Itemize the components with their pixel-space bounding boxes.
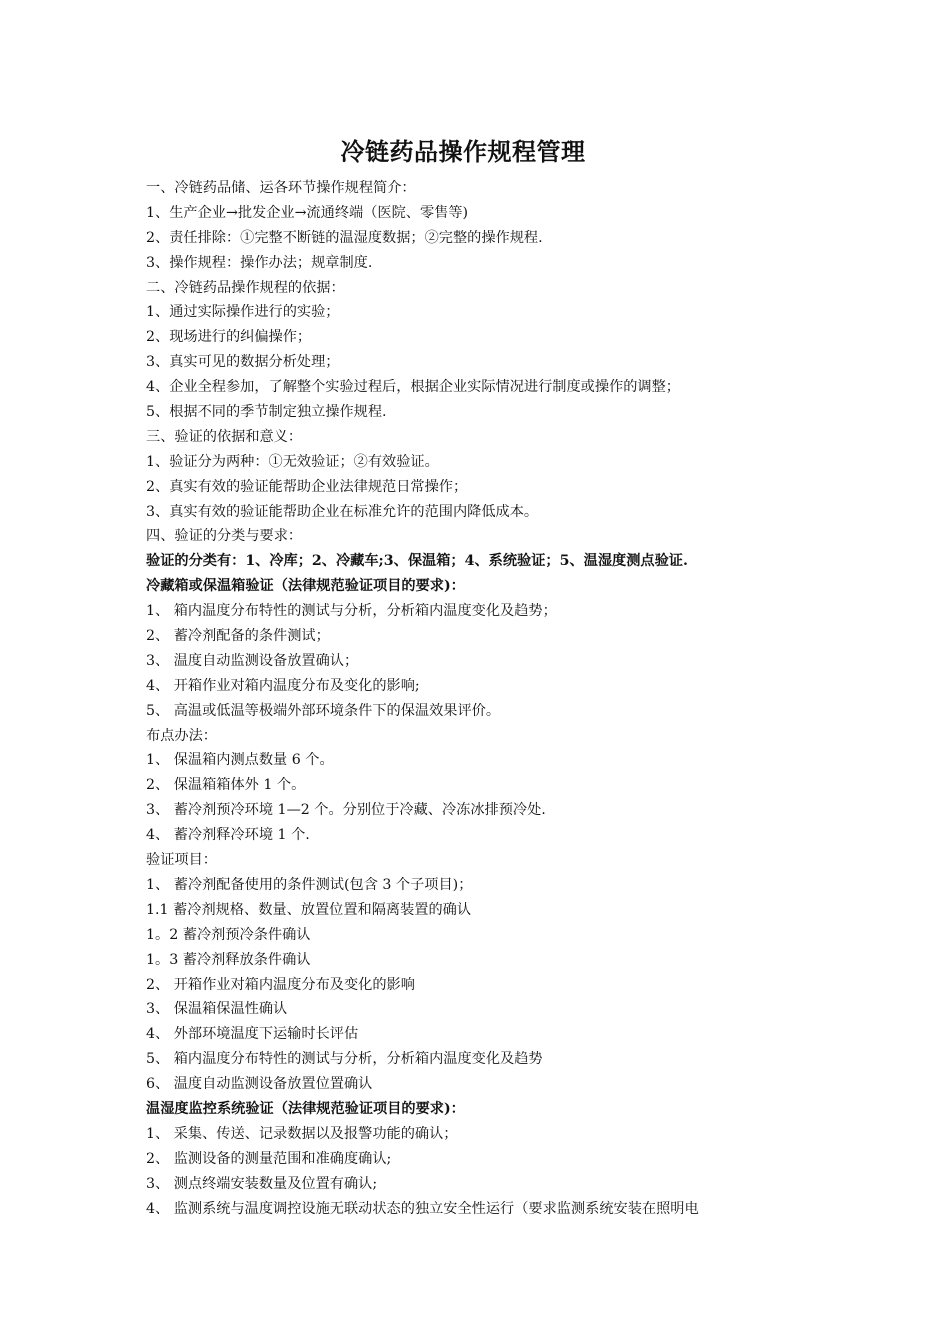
- text-line: 验证项目：: [146, 852, 217, 869]
- text-line: 3、 蓄冷剂预冷环境 1—2 个。分别位于冷藏、冷冻冰排预冷处.: [146, 802, 546, 819]
- text-line: 4、 蓄冷剂释冷环境 1 个.: [146, 827, 310, 844]
- text-line: 1、 蓄冷剂配备使用的条件测试(包含 3 个子项目)；: [146, 876, 473, 893]
- text-line: 2、责任排除：①完整不断链的温湿度数据；②完整的操作规程.: [146, 229, 543, 246]
- text-line: 1、 保温箱内测点数量 6 个。: [146, 752, 334, 769]
- text-line: 1.1 蓄冷剂规格、数量、放置位置和隔离装置的确认: [146, 901, 472, 918]
- text-line: 四、验证的分类与要求：: [146, 528, 303, 545]
- text-line: 3、 测点终端安装数量及位置有确认;: [146, 1175, 378, 1192]
- text-line: 3、操作规程：操作办法；规章制度.: [146, 254, 373, 271]
- document-title: 冷链药品操作规程管理: [340, 137, 586, 166]
- text-line: 3、真实可见的数据分析处理；: [146, 354, 340, 371]
- text-line: 5、根据不同的季节制定独立操作规程.: [146, 404, 387, 421]
- text-line: 2、 监测设备的测量范围和准确度确认;: [146, 1150, 392, 1167]
- section-heading-line: 温湿度监控系统验证（法律规范验证项目的要求)：: [146, 1100, 465, 1117]
- text-line: 3、真实有效的验证能帮助企业在标准允许的范围内降低成本。: [146, 503, 539, 520]
- text-line: 1、通过实际操作进行的实验；: [146, 304, 340, 321]
- text-line: 4、 外部环境温度下运输时长评估: [146, 1026, 359, 1043]
- section-heading-line: 冷藏箱或保温箱验证（法律规范验证项目的要求)：: [146, 578, 465, 595]
- text-line: 3、 保温箱保温性确认: [146, 1001, 288, 1018]
- text-line: 1、生产企业→批发企业→流通终端（医院、零售等): [146, 204, 469, 221]
- text-line: 2、真实有效的验证能帮助企业法律规范日常操作；: [146, 478, 468, 495]
- text-line: 1、验证分为两种：①无效验证；②有效验证。: [146, 453, 439, 470]
- text-line: 三、验证的依据和意义：: [146, 428, 303, 445]
- text-line: 布点办法：: [146, 727, 217, 744]
- text-line: 4、 监测系统与温度调控设施无联动状态的独立安全性运行（要求监测系统安装在照明电: [146, 1200, 699, 1217]
- text-line: 2、 蓄冷剂配备的条件测试；: [146, 628, 330, 645]
- text-line: 2、现场进行的纠偏操作；: [146, 329, 312, 346]
- text-line: 1、 箱内温度分布特性的测试与分析，分析箱内温度变化及趋势；: [146, 603, 557, 620]
- text-line: 4、 开箱作业对箱内温度分布及变化的影响;: [146, 677, 420, 694]
- text-line: 1。2 蓄冷剂预冷条件确认: [146, 926, 311, 943]
- text-line: 1、 采集、传送、记录数据以及报警功能的确认；: [146, 1125, 458, 1142]
- text-line: 2、 保温箱箱体外 1 个。: [146, 777, 306, 794]
- text-line: 一、冷链药品储、运各环节操作规程简介：: [146, 180, 416, 196]
- text-line: 5、 高温或低温等极端外部环境条件下的保温效果评价。: [146, 702, 501, 719]
- text-line: 5、 箱内温度分布特性的测试与分析，分析箱内温度变化及趋势: [146, 1051, 543, 1068]
- text-line: 3、 温度自动监测设备放置确认；: [146, 652, 359, 669]
- text-line: 4、企业全程参加，了解整个实验过程后，根据企业实际情况进行制度或操作的调整；: [146, 379, 680, 396]
- text-line: 2、 开箱作业对箱内温度分布及变化的影响: [146, 976, 415, 993]
- document-body: [146, 176, 866, 1221]
- section-heading-line: 验证的分类有：1、冷库；2、冷藏车;3、保温箱；4、系统验证；5、温湿度测点验证.: [146, 553, 688, 570]
- text-line: 1。3 蓄冷剂释放条件确认: [146, 951, 311, 968]
- text-line: 6、 温度自动监测设备放置位置确认: [146, 1076, 373, 1093]
- text-line: 二、冷链药品操作规程的依据：: [146, 279, 345, 296]
